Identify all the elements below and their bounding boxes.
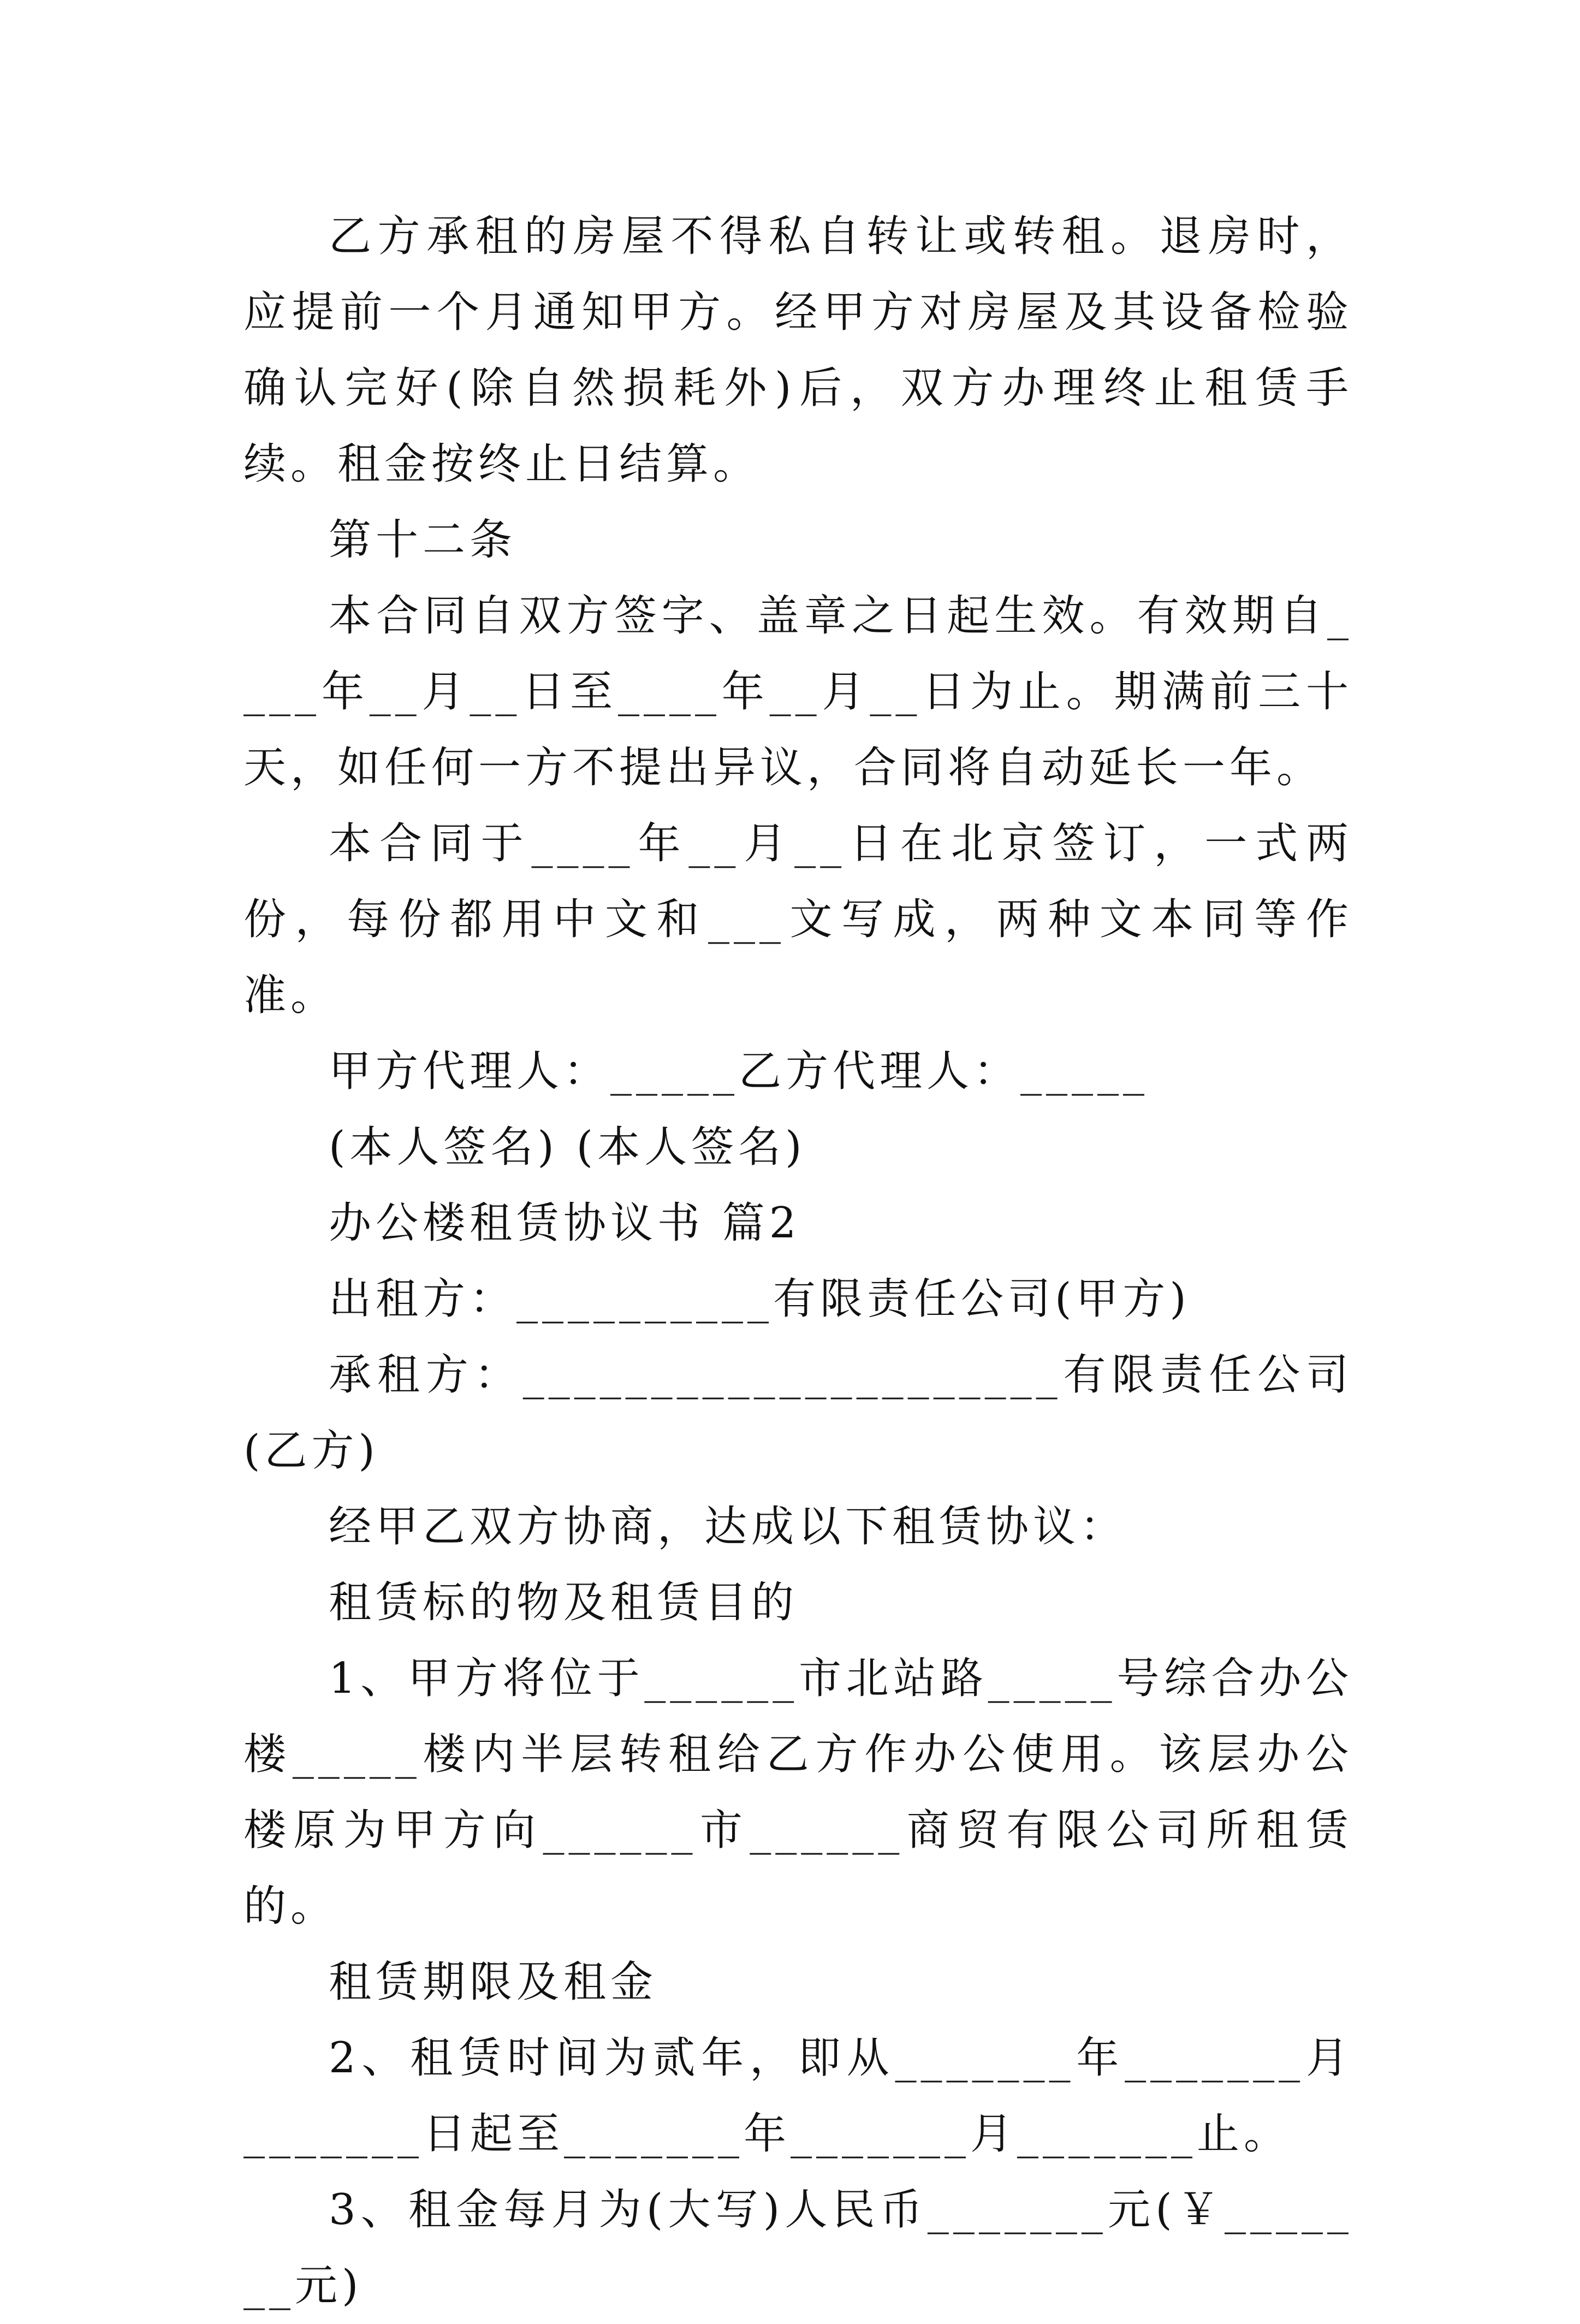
article-heading-12: 第十二条: [329, 515, 517, 565]
paragraph-signing-place: 本合同于____年__月__日在北京签订，一式两份，每份都用中文和___文写成，两种文本同等作准。: [243, 819, 1353, 1020]
subheading-term-rent: 租赁期限及租金: [329, 1958, 658, 2007]
paragraph-effective-period: 本合同自双方签字、盖章之日起生效。有效期自____年__月__日至____年__月__日为止。期满前三十天，如任何一方不提出异议，合同将自动延长一年。: [243, 591, 1353, 792]
paragraph-lessee: 承租方：_____________________有限责任公司(乙方): [243, 1350, 1353, 1475]
paragraph-lessor: 出租方：__________有限责任公司(甲方): [329, 1274, 1191, 1324]
paragraph-agreement-intro: 经甲乙双方协商，达成以下租赁协议：: [329, 1502, 1127, 1551]
paragraph-agents: 甲方代理人：_____乙方代理人：_____: [329, 1047, 1149, 1096]
document-body: [243, 199, 1353, 2324]
section-title: 办公楼租赁协议书 篇2: [329, 1199, 801, 1248]
paragraph-signatures: (本人签名) (本人签名): [329, 1123, 806, 1172]
paragraph-item-3: 3、租金每月为(大写)人民币_______元(￥_______元): [243, 2185, 1353, 2310]
paragraph-item-2: 2、租赁时间为贰年，即从_______年_______月_______日起至_______年_______月_______止。: [243, 2034, 1353, 2159]
paragraph-termination-clause: 乙方承租的房屋不得私自转让或转租。退房时，应提前一个月通知甲方。经甲方对房屋及其设备检验确认完好(除自然损耗外)后，双方办理终止租赁手续。租金按终止日结算。: [243, 212, 1353, 489]
paragraph-item-1: 1、甲方将位于______市北站路_____号综合办公楼_____楼内半层转租给乙方作办公使用。该层办公楼原为甲方向______市______商贸有限公司所租赁的。: [243, 1654, 1353, 1931]
subheading-subject: 租赁标的物及租赁目的: [329, 1578, 799, 1627]
